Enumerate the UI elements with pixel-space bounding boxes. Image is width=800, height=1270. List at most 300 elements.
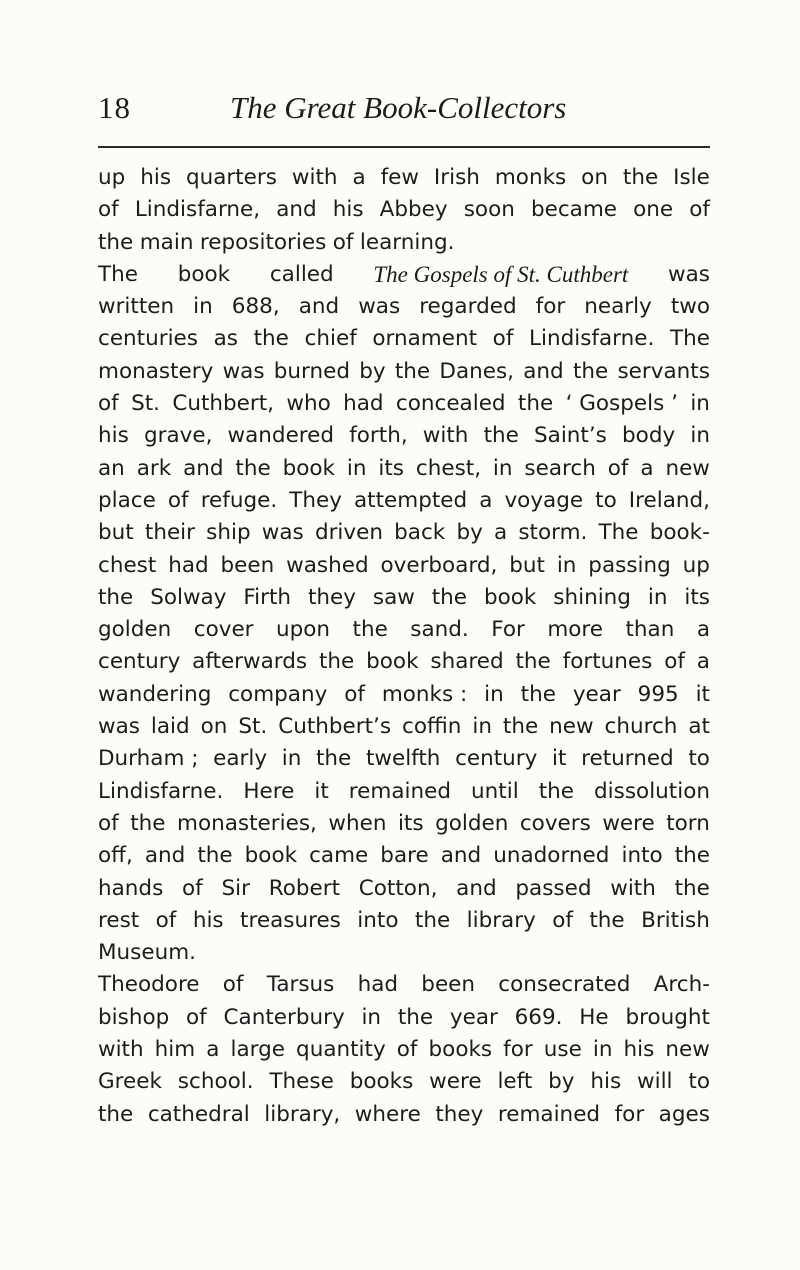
word: of	[689, 197, 710, 223]
word: in	[193, 294, 213, 320]
text-line	[98, 259, 710, 291]
word: the	[316, 746, 352, 772]
word: Saint’s	[534, 423, 607, 449]
word: had	[343, 391, 384, 417]
word: his	[623, 1037, 655, 1063]
word: it	[695, 681, 710, 707]
word: quantity	[296, 1037, 386, 1063]
word: Greek	[98, 1069, 162, 1095]
word: treasures	[240, 907, 341, 933]
word: body	[622, 423, 676, 449]
word: had	[357, 972, 399, 998]
word: refuge.	[200, 487, 278, 513]
word: for	[535, 294, 566, 320]
word: regarded	[419, 294, 517, 320]
word: were	[602, 810, 655, 836]
word: the	[674, 843, 710, 869]
word: washed	[286, 552, 369, 578]
word: by	[548, 1069, 575, 1095]
word: it	[552, 746, 567, 772]
word: school.	[177, 1069, 254, 1095]
text-line	[98, 388, 710, 420]
word: a	[696, 649, 710, 675]
word: and	[276, 197, 317, 223]
word: wandering	[98, 681, 212, 707]
word: its	[397, 810, 424, 836]
word: its	[684, 584, 710, 610]
word: came	[309, 843, 369, 869]
word: into	[621, 843, 663, 869]
word: two	[670, 294, 710, 320]
text-line	[98, 905, 710, 937]
word: golden	[98, 617, 172, 643]
word: consecrated	[498, 972, 631, 998]
word: with	[98, 1037, 144, 1063]
word: the	[235, 455, 271, 481]
word: but	[98, 520, 134, 546]
word: quarters	[185, 165, 277, 190]
word: the	[502, 714, 539, 740]
word: into	[357, 907, 399, 933]
word: Cuthbert,	[172, 391, 275, 417]
word: hands	[98, 875, 164, 901]
word: of	[552, 907, 573, 933]
word: library,	[264, 1101, 341, 1127]
word: Sir	[221, 875, 250, 901]
word: Firth	[243, 584, 292, 610]
word: their	[144, 520, 195, 546]
text-line	[98, 194, 710, 226]
word: his	[332, 197, 364, 223]
word: where	[354, 1101, 421, 1127]
word: and	[456, 875, 497, 901]
word: been	[421, 972, 476, 998]
word: of	[98, 197, 119, 223]
word: with	[610, 875, 656, 901]
word: chief	[304, 326, 357, 352]
word: in	[361, 1004, 382, 1030]
word: of	[607, 455, 629, 481]
word: monastery	[98, 358, 214, 384]
text-line	[98, 356, 710, 388]
word: Isle	[673, 165, 710, 190]
word: 995	[637, 681, 679, 707]
text-line	[98, 517, 710, 549]
word: golden	[435, 810, 509, 836]
word: books	[428, 1037, 493, 1063]
italic-title: The Gospels of St. Cuthbert	[373, 261, 629, 287]
word: church	[604, 714, 678, 740]
word: coffin	[402, 714, 462, 740]
word: was	[98, 714, 140, 740]
word: year	[449, 1004, 498, 1030]
text-line	[98, 840, 710, 872]
text-line	[98, 550, 710, 582]
word: Canterbury	[223, 1004, 345, 1030]
word: passing	[588, 552, 671, 578]
word: Solway	[150, 584, 227, 610]
word: his	[140, 165, 172, 190]
word: up	[98, 165, 126, 190]
text-line	[98, 485, 710, 517]
word: 669.	[514, 1004, 563, 1030]
word: cathedral	[147, 1101, 250, 1127]
word: remained	[497, 1101, 601, 1127]
word: Theodore	[98, 972, 200, 998]
word: dissolution	[594, 778, 710, 804]
word: they	[435, 1101, 484, 1127]
word: was	[668, 261, 710, 287]
word: had	[168, 552, 209, 578]
word: year	[572, 681, 621, 707]
word: was	[222, 358, 265, 384]
running-head	[98, 86, 710, 130]
word: back	[394, 520, 446, 546]
text-line	[98, 420, 710, 452]
text-line	[98, 1002, 710, 1034]
word: the	[318, 649, 355, 675]
text-line	[98, 1099, 710, 1131]
word: of	[332, 229, 354, 255]
word: in	[484, 681, 504, 707]
word: with	[291, 165, 338, 190]
word: new	[549, 714, 594, 740]
word: St.	[131, 391, 160, 417]
text-line	[98, 227, 710, 259]
word: the	[674, 875, 710, 901]
word: returned	[581, 746, 674, 772]
word: Museum.	[98, 940, 197, 966]
word: upon	[275, 617, 331, 643]
word: They	[289, 487, 342, 513]
word: in	[690, 423, 710, 449]
word: library	[466, 907, 536, 933]
word: book	[366, 649, 419, 675]
word: became	[530, 197, 618, 223]
word: the	[483, 423, 519, 449]
word: brought	[625, 1004, 710, 1030]
word: centuries	[98, 326, 198, 352]
word: was	[358, 294, 401, 320]
word: fortunes	[562, 649, 653, 675]
word: in	[281, 746, 302, 772]
word: been	[220, 552, 275, 578]
word: of	[186, 1004, 207, 1030]
word: shining	[553, 584, 631, 610]
word: The	[98, 261, 138, 287]
word: These	[269, 1069, 334, 1095]
word: Lindisfarne.	[98, 778, 224, 804]
word: the	[394, 358, 431, 384]
word: St.	[238, 714, 268, 740]
word: overboard,	[380, 552, 498, 578]
word: forth,	[349, 423, 408, 449]
word: of	[167, 487, 189, 513]
word: chest,	[415, 455, 482, 481]
word: monks	[494, 165, 567, 190]
word: of	[664, 649, 685, 675]
word: were	[429, 1069, 482, 1095]
word: cover	[193, 617, 254, 643]
text-line	[98, 646, 710, 678]
text-line	[98, 937, 710, 969]
word: new	[665, 455, 710, 481]
word: a	[696, 617, 710, 643]
word: him	[154, 1037, 196, 1063]
word: large	[230, 1037, 285, 1063]
word: up	[682, 552, 710, 578]
word: it	[314, 778, 329, 804]
word: a	[479, 487, 493, 513]
word: written	[98, 294, 175, 320]
word: book	[483, 584, 537, 610]
word: saw	[372, 584, 415, 610]
word: a	[640, 455, 654, 481]
word: in	[472, 714, 492, 740]
word: Ireland,	[628, 487, 710, 513]
word: called	[269, 261, 334, 287]
word: Durham ;	[98, 746, 199, 772]
word: off,	[98, 843, 133, 869]
word: they	[307, 584, 356, 610]
running-title: The Great Book-Collectors	[230, 90, 567, 125]
word: a	[493, 520, 508, 546]
word: concealed	[395, 391, 506, 417]
word: Robert	[268, 875, 341, 901]
word: the	[197, 843, 233, 869]
word: ship	[206, 520, 251, 546]
word: of	[155, 907, 177, 933]
word: century	[455, 746, 538, 772]
word: repositories	[199, 229, 327, 255]
word: left	[497, 1069, 533, 1095]
word: place	[98, 487, 156, 513]
text-line	[98, 453, 710, 485]
word: of	[396, 1037, 418, 1063]
word: to	[688, 746, 710, 772]
word: one	[633, 197, 674, 223]
word: on	[200, 714, 228, 740]
word: twelfth	[365, 746, 441, 772]
word: in	[592, 1037, 613, 1063]
word: afterwards	[192, 649, 308, 675]
word: driven	[314, 520, 383, 546]
word: the	[130, 810, 166, 836]
word: at	[688, 714, 710, 740]
word: remained	[348, 778, 451, 804]
word: learning.	[359, 229, 455, 255]
word: its	[378, 455, 404, 481]
word: and	[298, 294, 340, 320]
word: chest	[98, 552, 157, 578]
word: who	[286, 391, 331, 417]
word: bare	[380, 843, 429, 869]
word: For	[491, 617, 525, 643]
word: in	[690, 391, 710, 417]
word: in	[556, 552, 577, 578]
word: and	[523, 358, 564, 384]
word: his	[590, 1069, 622, 1095]
word: ark	[136, 455, 172, 481]
word: the	[538, 778, 574, 804]
word: early	[213, 746, 268, 772]
word: few	[380, 165, 419, 190]
word: Abbey	[379, 197, 448, 223]
word: book	[282, 455, 335, 481]
word: monasteries,	[177, 810, 317, 836]
word: rest	[98, 907, 140, 933]
word: in	[492, 455, 513, 481]
word: grave,	[143, 423, 213, 449]
word: Cuthbert’s	[278, 714, 392, 740]
word: the	[98, 584, 134, 610]
word: Danes,	[439, 358, 515, 384]
text-line	[98, 614, 710, 646]
word: book-	[649, 520, 710, 546]
word: The	[598, 520, 639, 546]
word: of	[222, 972, 244, 998]
word: and	[183, 455, 224, 481]
word: the	[352, 617, 388, 643]
word: by	[456, 520, 483, 546]
word: a	[206, 1037, 220, 1063]
word: shared	[430, 649, 504, 675]
word: than	[625, 617, 675, 643]
word: of	[98, 810, 119, 836]
word: the	[98, 229, 134, 255]
word: of	[182, 875, 203, 901]
word: use	[543, 1037, 582, 1063]
word: book	[177, 261, 231, 287]
word: laid	[150, 714, 190, 740]
word: more	[547, 617, 604, 643]
word: by	[359, 358, 386, 384]
word: book	[244, 843, 298, 869]
word: but	[509, 552, 545, 578]
word: 688,	[231, 294, 280, 320]
word: of	[344, 681, 365, 707]
word: Lindisfarne,	[134, 197, 261, 223]
word: voyage	[504, 487, 584, 513]
word: bishop	[98, 1004, 170, 1030]
word: an	[98, 455, 125, 481]
word: the	[414, 907, 451, 933]
word: the	[515, 649, 551, 675]
word: the	[589, 907, 625, 933]
text-line	[98, 1034, 710, 1066]
word: Lindisfarne.	[529, 326, 655, 352]
word: the	[253, 326, 289, 352]
word: his	[98, 423, 129, 449]
word: on	[581, 165, 608, 190]
text-line	[98, 808, 710, 840]
page-number: 18	[98, 90, 131, 125]
text-line	[98, 743, 710, 775]
word: main	[139, 229, 194, 255]
header-rule	[98, 146, 710, 148]
text-line	[98, 582, 710, 614]
word: attempted	[354, 487, 468, 513]
word: torn	[666, 810, 710, 836]
word: the	[520, 681, 556, 707]
text-line	[98, 162, 710, 194]
word: ages	[658, 1101, 710, 1127]
word: the	[98, 1101, 134, 1127]
word: wandered	[227, 423, 335, 449]
word: century	[98, 649, 181, 675]
word: Tarsus	[266, 972, 335, 998]
body-text	[98, 162, 710, 1131]
word: with	[422, 423, 469, 449]
word: the	[517, 391, 554, 417]
word: storm.	[518, 520, 588, 546]
word: new	[665, 1037, 710, 1063]
word: servants	[617, 358, 710, 384]
word: as	[213, 326, 238, 352]
word: for	[503, 1037, 533, 1063]
word: Arch-	[653, 972, 710, 998]
word: soon	[463, 197, 515, 223]
word: monks :	[381, 681, 468, 707]
text-line	[98, 323, 710, 355]
word: to	[595, 487, 617, 513]
word: Irish	[433, 165, 480, 190]
word: ornament	[372, 326, 478, 352]
word: of	[492, 326, 514, 352]
word: in	[647, 584, 668, 610]
word: the	[397, 1004, 434, 1030]
word: will	[637, 1069, 673, 1095]
word: burned	[273, 358, 351, 384]
word: for	[614, 1101, 645, 1127]
word: Cotton,	[358, 875, 438, 901]
text-line	[98, 711, 710, 743]
text-line	[98, 873, 710, 905]
word: when	[328, 810, 387, 836]
word: sand.	[410, 617, 469, 643]
word: He	[579, 1004, 609, 1030]
text-line	[98, 969, 710, 1001]
word: in	[346, 455, 367, 481]
text-line	[98, 291, 710, 323]
word: was	[261, 520, 304, 546]
word: his	[192, 907, 224, 933]
word: of	[98, 391, 119, 417]
word: company	[228, 681, 328, 707]
word: search	[524, 455, 596, 481]
word: unadorned	[493, 843, 610, 869]
word: until	[471, 778, 519, 804]
word: the	[431, 584, 468, 610]
word: and	[144, 843, 186, 869]
word: to	[688, 1069, 710, 1095]
word: nearly	[584, 294, 652, 320]
word: British	[641, 907, 710, 933]
word: The	[669, 326, 710, 352]
text-line	[98, 1066, 710, 1098]
word: and	[440, 843, 482, 869]
text-line	[98, 679, 710, 711]
text-line	[98, 776, 710, 808]
word: books	[349, 1069, 414, 1095]
word: Here	[243, 778, 295, 804]
word: passed	[515, 875, 592, 901]
word: ‘ Gospels ’	[565, 391, 678, 417]
word: the	[622, 165, 659, 190]
word: the	[572, 358, 609, 384]
word: covers	[519, 810, 591, 836]
word: a	[352, 165, 366, 190]
